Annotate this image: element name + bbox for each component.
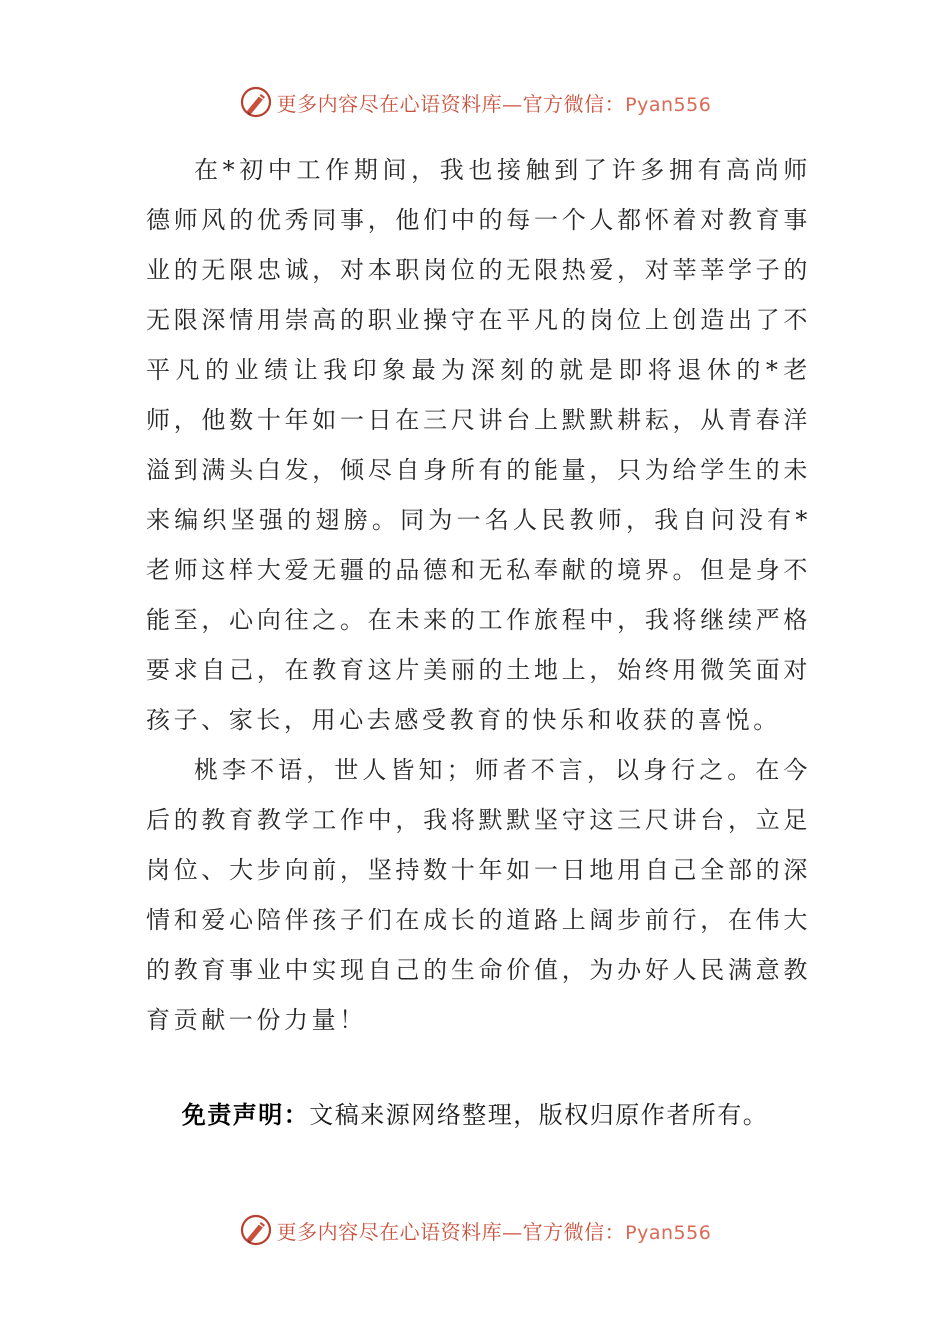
pen-logo-icon <box>239 1213 273 1247</box>
footer-wechat-id: Pyan556 <box>625 1221 712 1244</box>
disclaimer-text: 文稿来源网络整理，版权归原作者所有。 <box>309 1101 769 1129</box>
pen-logo-icon <box>239 85 273 119</box>
header-wechat-id: Pyan556 <box>625 93 712 116</box>
footer-banner-label: 更多内容尽在心语资料库—官方微信： <box>276 1219 626 1244</box>
body-paragraph-1: 在*初中工作期间，我也接触到了许多拥有高尚师德师风的优秀同事，他们中的每一个人都怀着对教育事业的无限忠诚，对本职岗位的无限热爱，对莘莘学子的无限深情用崇高的职业操守在平凡的岗位上创造出了不平凡的业绩让我印象最为深刻的就是即将退休的*老师，他数十年如一日在三尺讲台上默默耕耘，从青春洋溢到满头白发，倾尽自身所有的能量，只为给学生的未来编织坚强的翅膀。同为一名人民教师，我自问没有*老师这样大爱无疆的品德和无私奉献的境界。但是身不能至，心向往之。在未来的工作旅程中，我将继续严格要求自己，在教育这片美丽的土地上，始终用微笑面对孩子、家长，用心去感受教育的快乐和收获的喜悦。 <box>146 156 811 734</box>
disclaimer <box>0 1095 950 1135</box>
disclaimer-label: 免责声明： <box>181 1101 310 1129</box>
header-banner-label: 更多内容尽在心语资料库—官方微信： <box>276 91 626 116</box>
document-body <box>146 145 811 1045</box>
body-paragraph-2: 桃李不语，世人皆知；师者不言，以身行之。在今后的教育教学工作中，我将默默坚守这三尺讲台，立足岗位、大步向前，坚持数十年如一日地用自己全部的深情和爱心陪伴孩子们在成长的道路上阔步前行，在伟大的教育事业中实现自己的生命价值，为办好人民满意教育贡献一份力量！ <box>146 756 811 1034</box>
footer-banner-text <box>277 1216 712 1245</box>
header-banner <box>0 82 950 122</box>
header-banner-text <box>277 88 712 117</box>
footer-banner <box>0 1210 950 1250</box>
